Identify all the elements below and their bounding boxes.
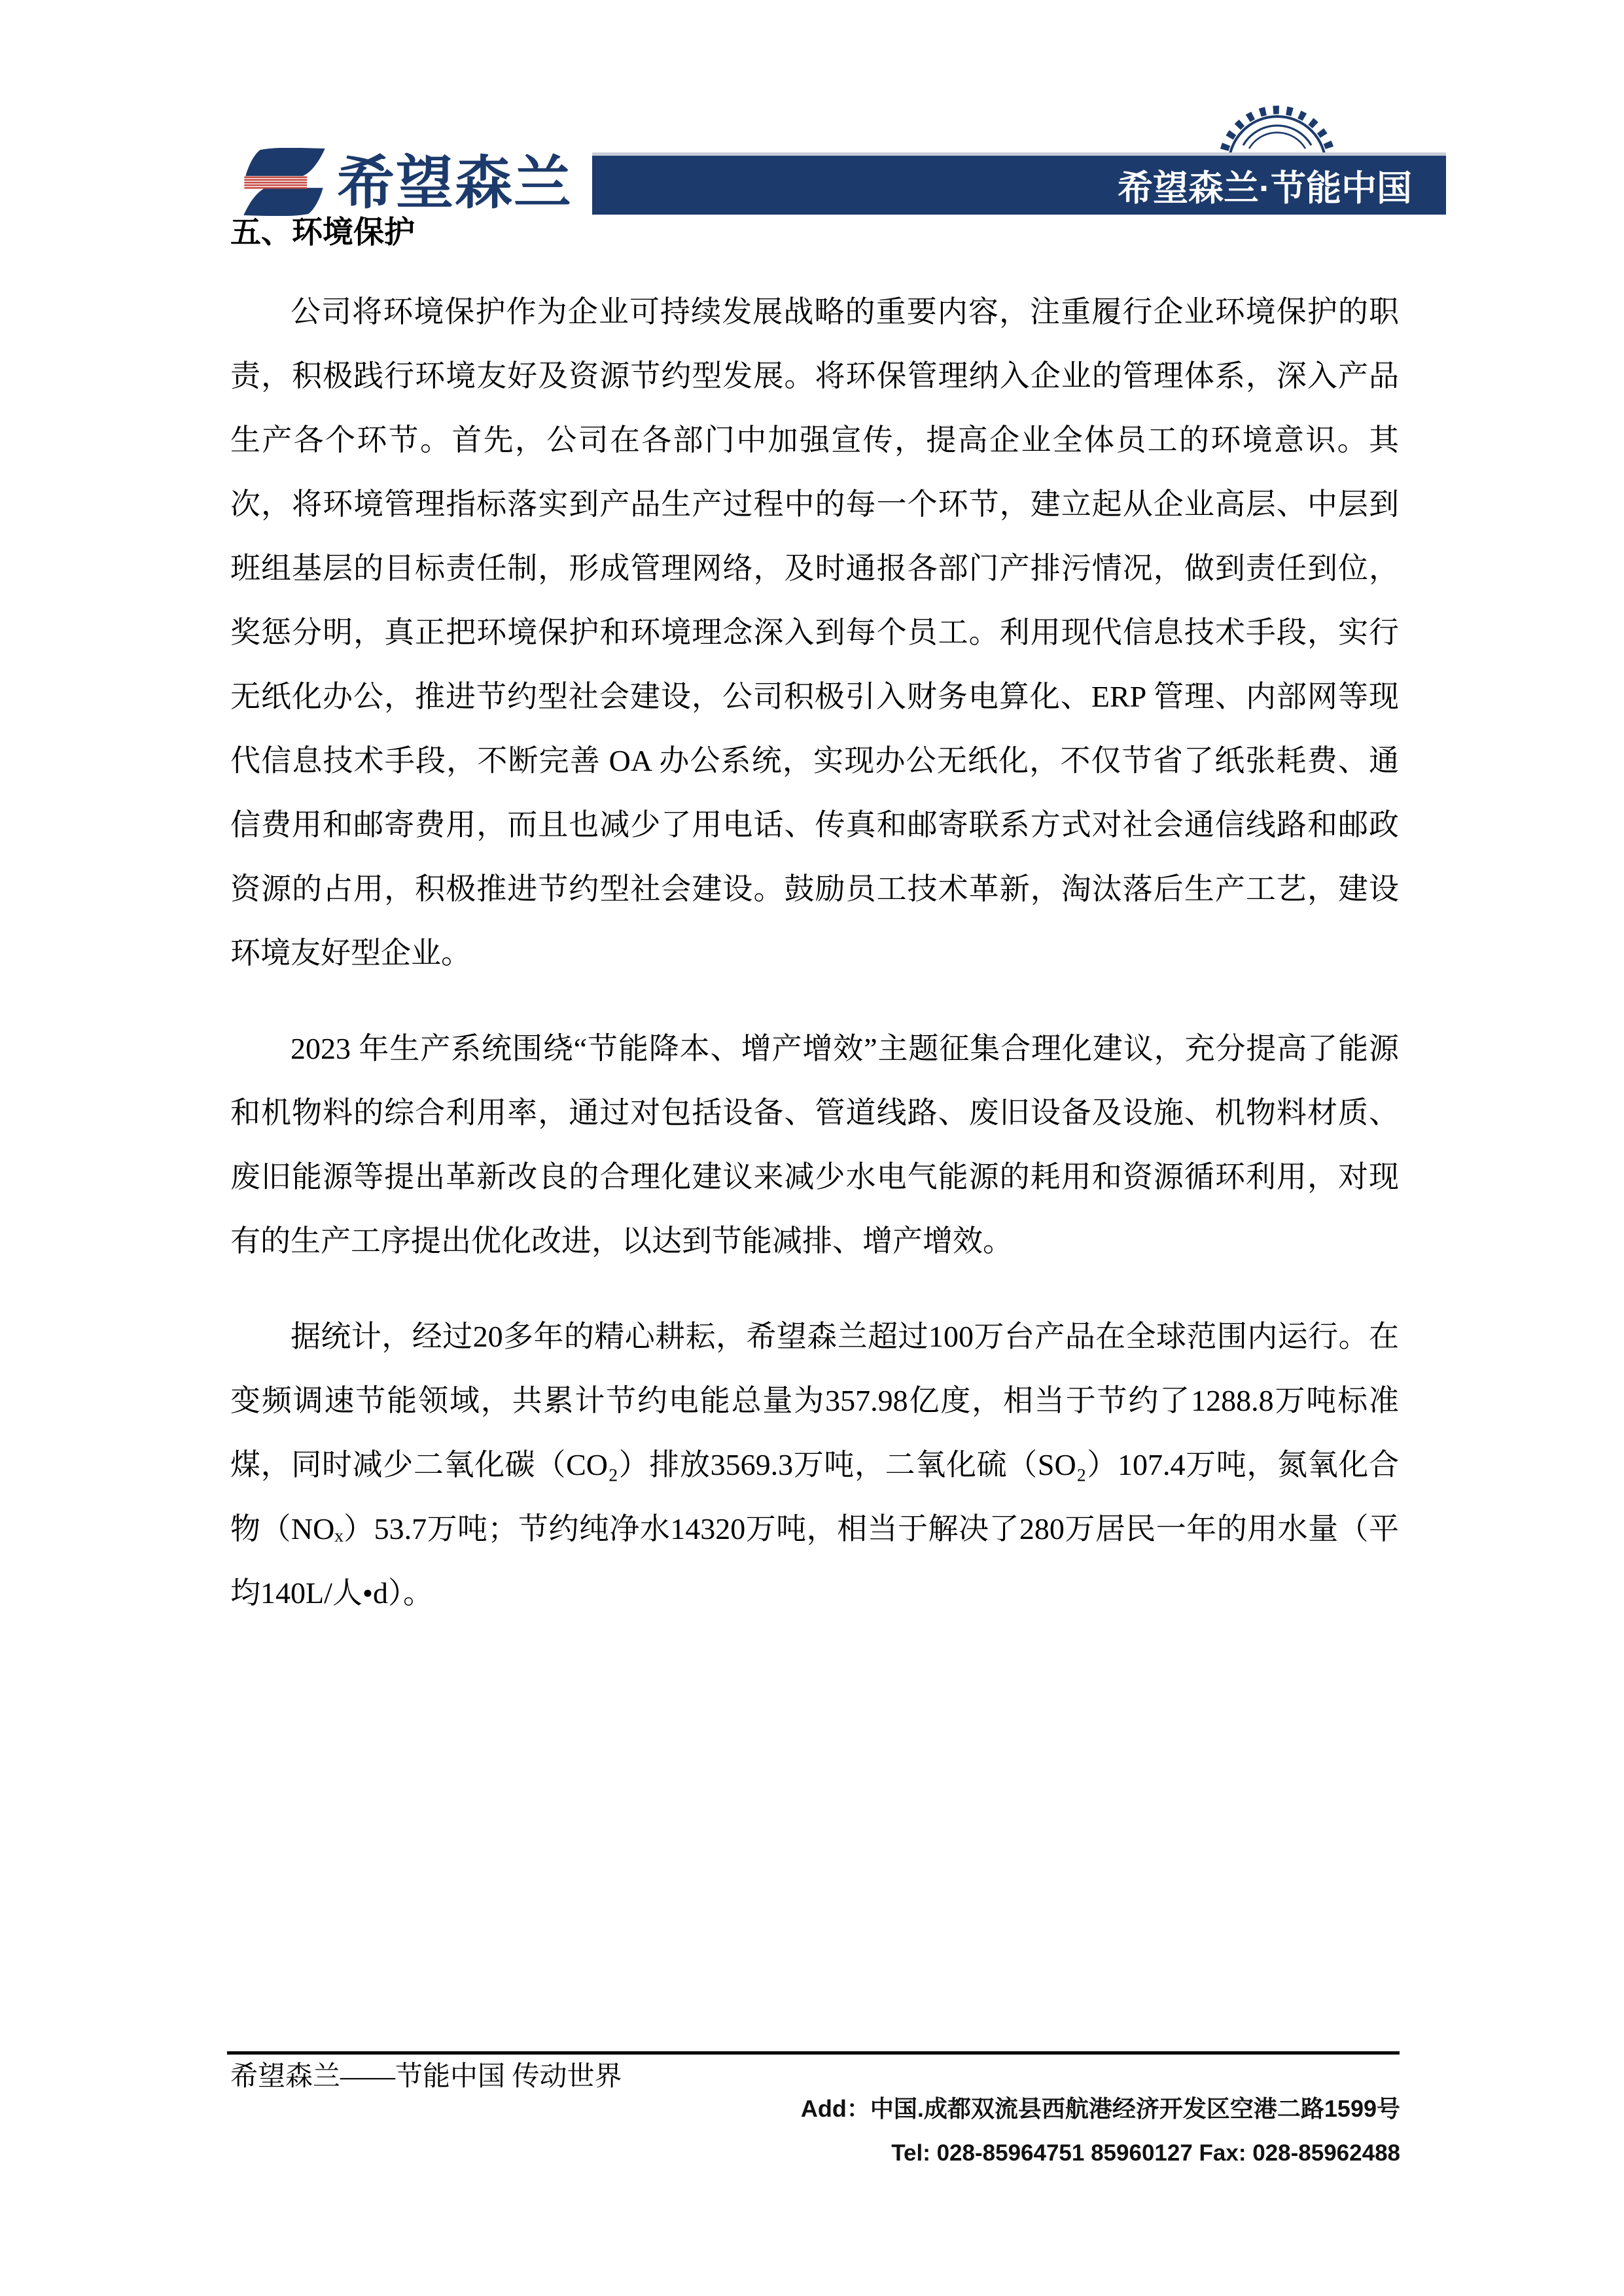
paragraph-statistics: 据统计，经过20多年的精心耕耘，希望森兰超过100万台产品在全球范围内运行。在变频调速节能领域，共累计节约电能总量为357.98亿度，相当于节约了1288.8万吨标准煤，同时减少二氧化碳（CO₂）排放3569.3万吨，二氧化硫（SO₂）107.4万吨，氮氧化合物（NOₓ）53.7万吨；节约纯净水14320万吨，相当于解决了280万居民一年的用水量（平均140L/人•d）。 xyxy=(230,1320,1399,1610)
footer-divider xyxy=(227,2051,1400,2055)
paragraph-environment-policy: 公司将环境保护作为企业可持续发展战略的重要内容，注重履行企业环境保护的职责，积极践行环境友好及资源节约型发展。将环保管理纳入企业的管理体系，深入产品生产各个环节。首先，公司在各部门中加强宣传，提高企业全体员工的环境意识。其次，将环境管理指标落实到产品生产过程中的每一个环节，建立起从企业高层、中层到班组基层的目标责任制，形成管理网络，及时通报各部门产排污情况，做到责任到位，奖惩分明，真正把环境保护和环境理念深入到每个员工。利用现代信息技术手段，实行无纸化办公，推进节约型社会建设，公司积极引入财务电算化、ERP 管理、内部网等现代信息技术手段，不断完善 OA 办公系统，实现办公无纸化，不仅节省了纸张耗费、通信费用和邮寄费用，而且也减少了用电话、传真和邮寄联系方式对社会通信线路和邮政资源的占用，积极推进节约型社会建设。鼓励员工技术革新，淘汰落后生产工艺，建设环境友好型企业。 xyxy=(230,295,1399,970)
document-body xyxy=(230,280,1399,1657)
paragraph-2023-rationalization: 2023 年生产系统围绕“节能降本、增产增效”主题征集合理化建议，充分提高了能源和机物料的综合利用率，通过对包括设备、管道线路、废旧设备及设施、机物料材质、废旧能源等提出革新改良的合理化建议来减少水电气能源的耗用和资源循环利用，对现有的生产工序提出优化改进，以达到节能减排、增产增效。 xyxy=(230,1032,1399,1258)
footer-slogan: 希望森兰——节能中国 传动世界 xyxy=(230,2062,622,2092)
footer-address: Add：中国.成都双流县西航港经济开发区空港二路1599号 xyxy=(800,2095,1400,2122)
gear-icon xyxy=(1212,99,1343,154)
logo-wordmark: 希望森兰 xyxy=(337,150,573,215)
senlan-s-logo-icon xyxy=(237,148,332,216)
section-heading: 五、环境保护 xyxy=(230,216,415,250)
footer-telephone: Tel: 028-85964751 85960127 Fax: 028-85962488 xyxy=(891,2140,1400,2166)
header-banner xyxy=(592,152,1446,215)
banner-slogan: 希望森兰·节能中国 xyxy=(1118,168,1412,208)
